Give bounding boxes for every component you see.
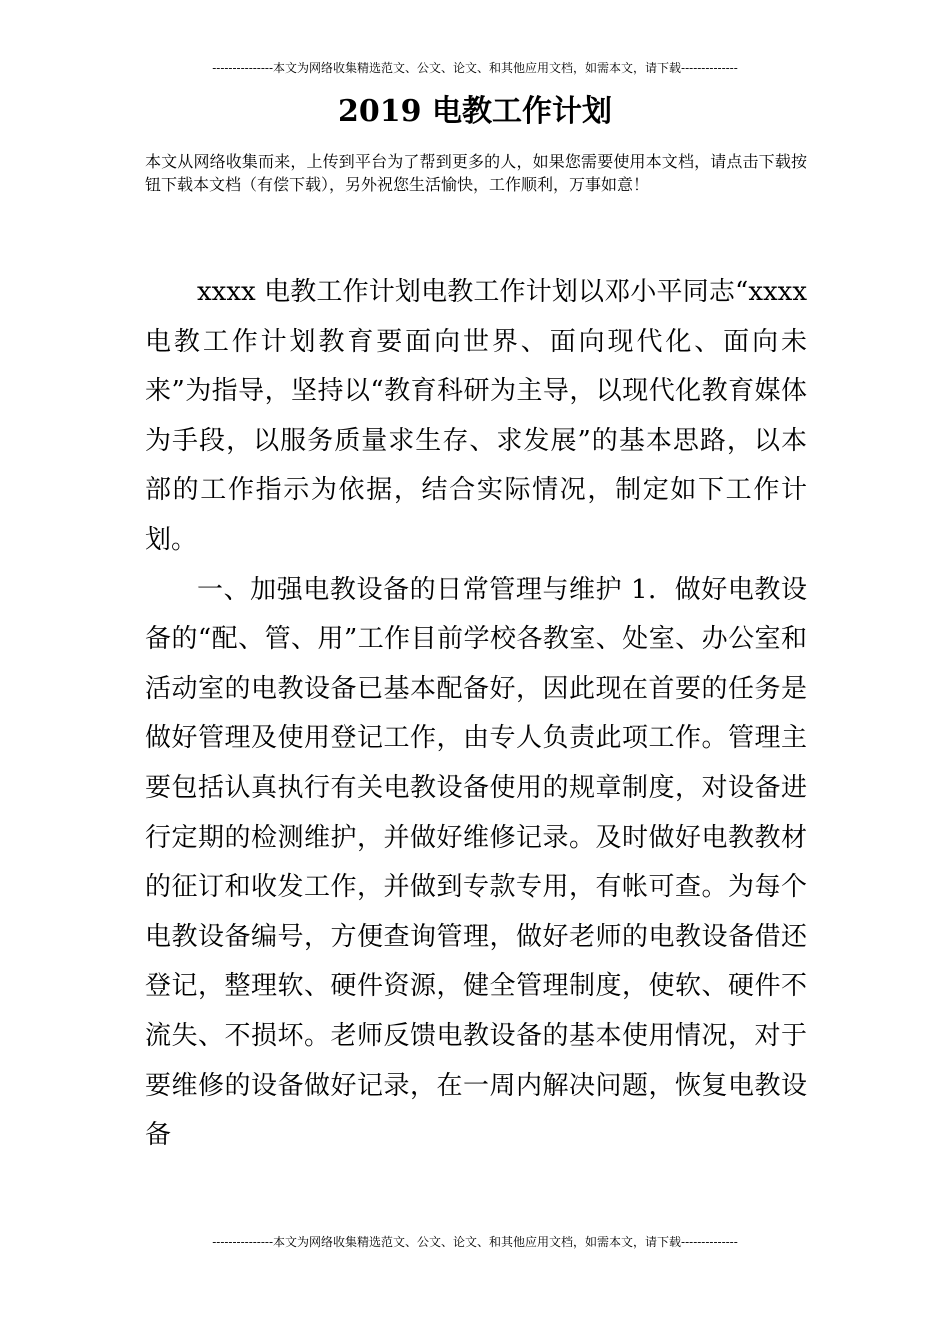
body-paragraph-1: xxxx 电教工作计划电教工作计划以邓小平同志“xxxx 电教工作计划教育要面向世界、面向现代化、面向未来”为指导，坚持以“教育科研为主导，以现代化教育媒体为手段，以服务质量求生存、求发展”的基本思路，以本部的工作指示为依据，结合实际情况，制定如下工作计划。 xyxy=(145,277,807,555)
intro-paragraph: 本文从网络收集而来，上传到平台为了帮到更多的人，如果您需要使用本文档，请点击下载按钮下载本文档（有偿下载），另外祝您生活愉快，工作顺利，万事如意！ xyxy=(145,152,807,194)
document-body xyxy=(145,268,807,1161)
page-footer-banner: ---------------本文为网络收集精选范文、公文、论文、和其他应用文档，如需本文，请下载-------------- xyxy=(212,1235,738,1249)
page-header-banner: ---------------本文为网络收集精选范文、公文、论文、和其他应用文档，如需本文，请下载-------------- xyxy=(212,61,738,75)
body-paragraph-2: 一、加强电教设备的日常管理与维护 1．做好电教设备的“配、管、用”工作目前学校各教室、处室、办公室和活动室的电教设备已基本配备好，因此现在首要的任务是做好管理及使用登记工作，由专人负责此项工作。管理主要包括认真执行有关电教设备使用的规章制度，对设备进行定期的检测维护，并做好维修记录。及时做好电教教材的征订和收发工作，并做到专款专用，有帐可查。为每个电教设备编号，方便查询管理，做好老师的电教设备借还登记，整理软、硬件资源，健全管理制度，使软、硬件不流失、不损坏。老师反馈电教设备的基本使用情况，对于要维修的设备做好记录，在一周内解决问题，恢复电教设备 xyxy=(145,574,807,1151)
document-title: 2019 电教工作计划 xyxy=(338,94,612,129)
